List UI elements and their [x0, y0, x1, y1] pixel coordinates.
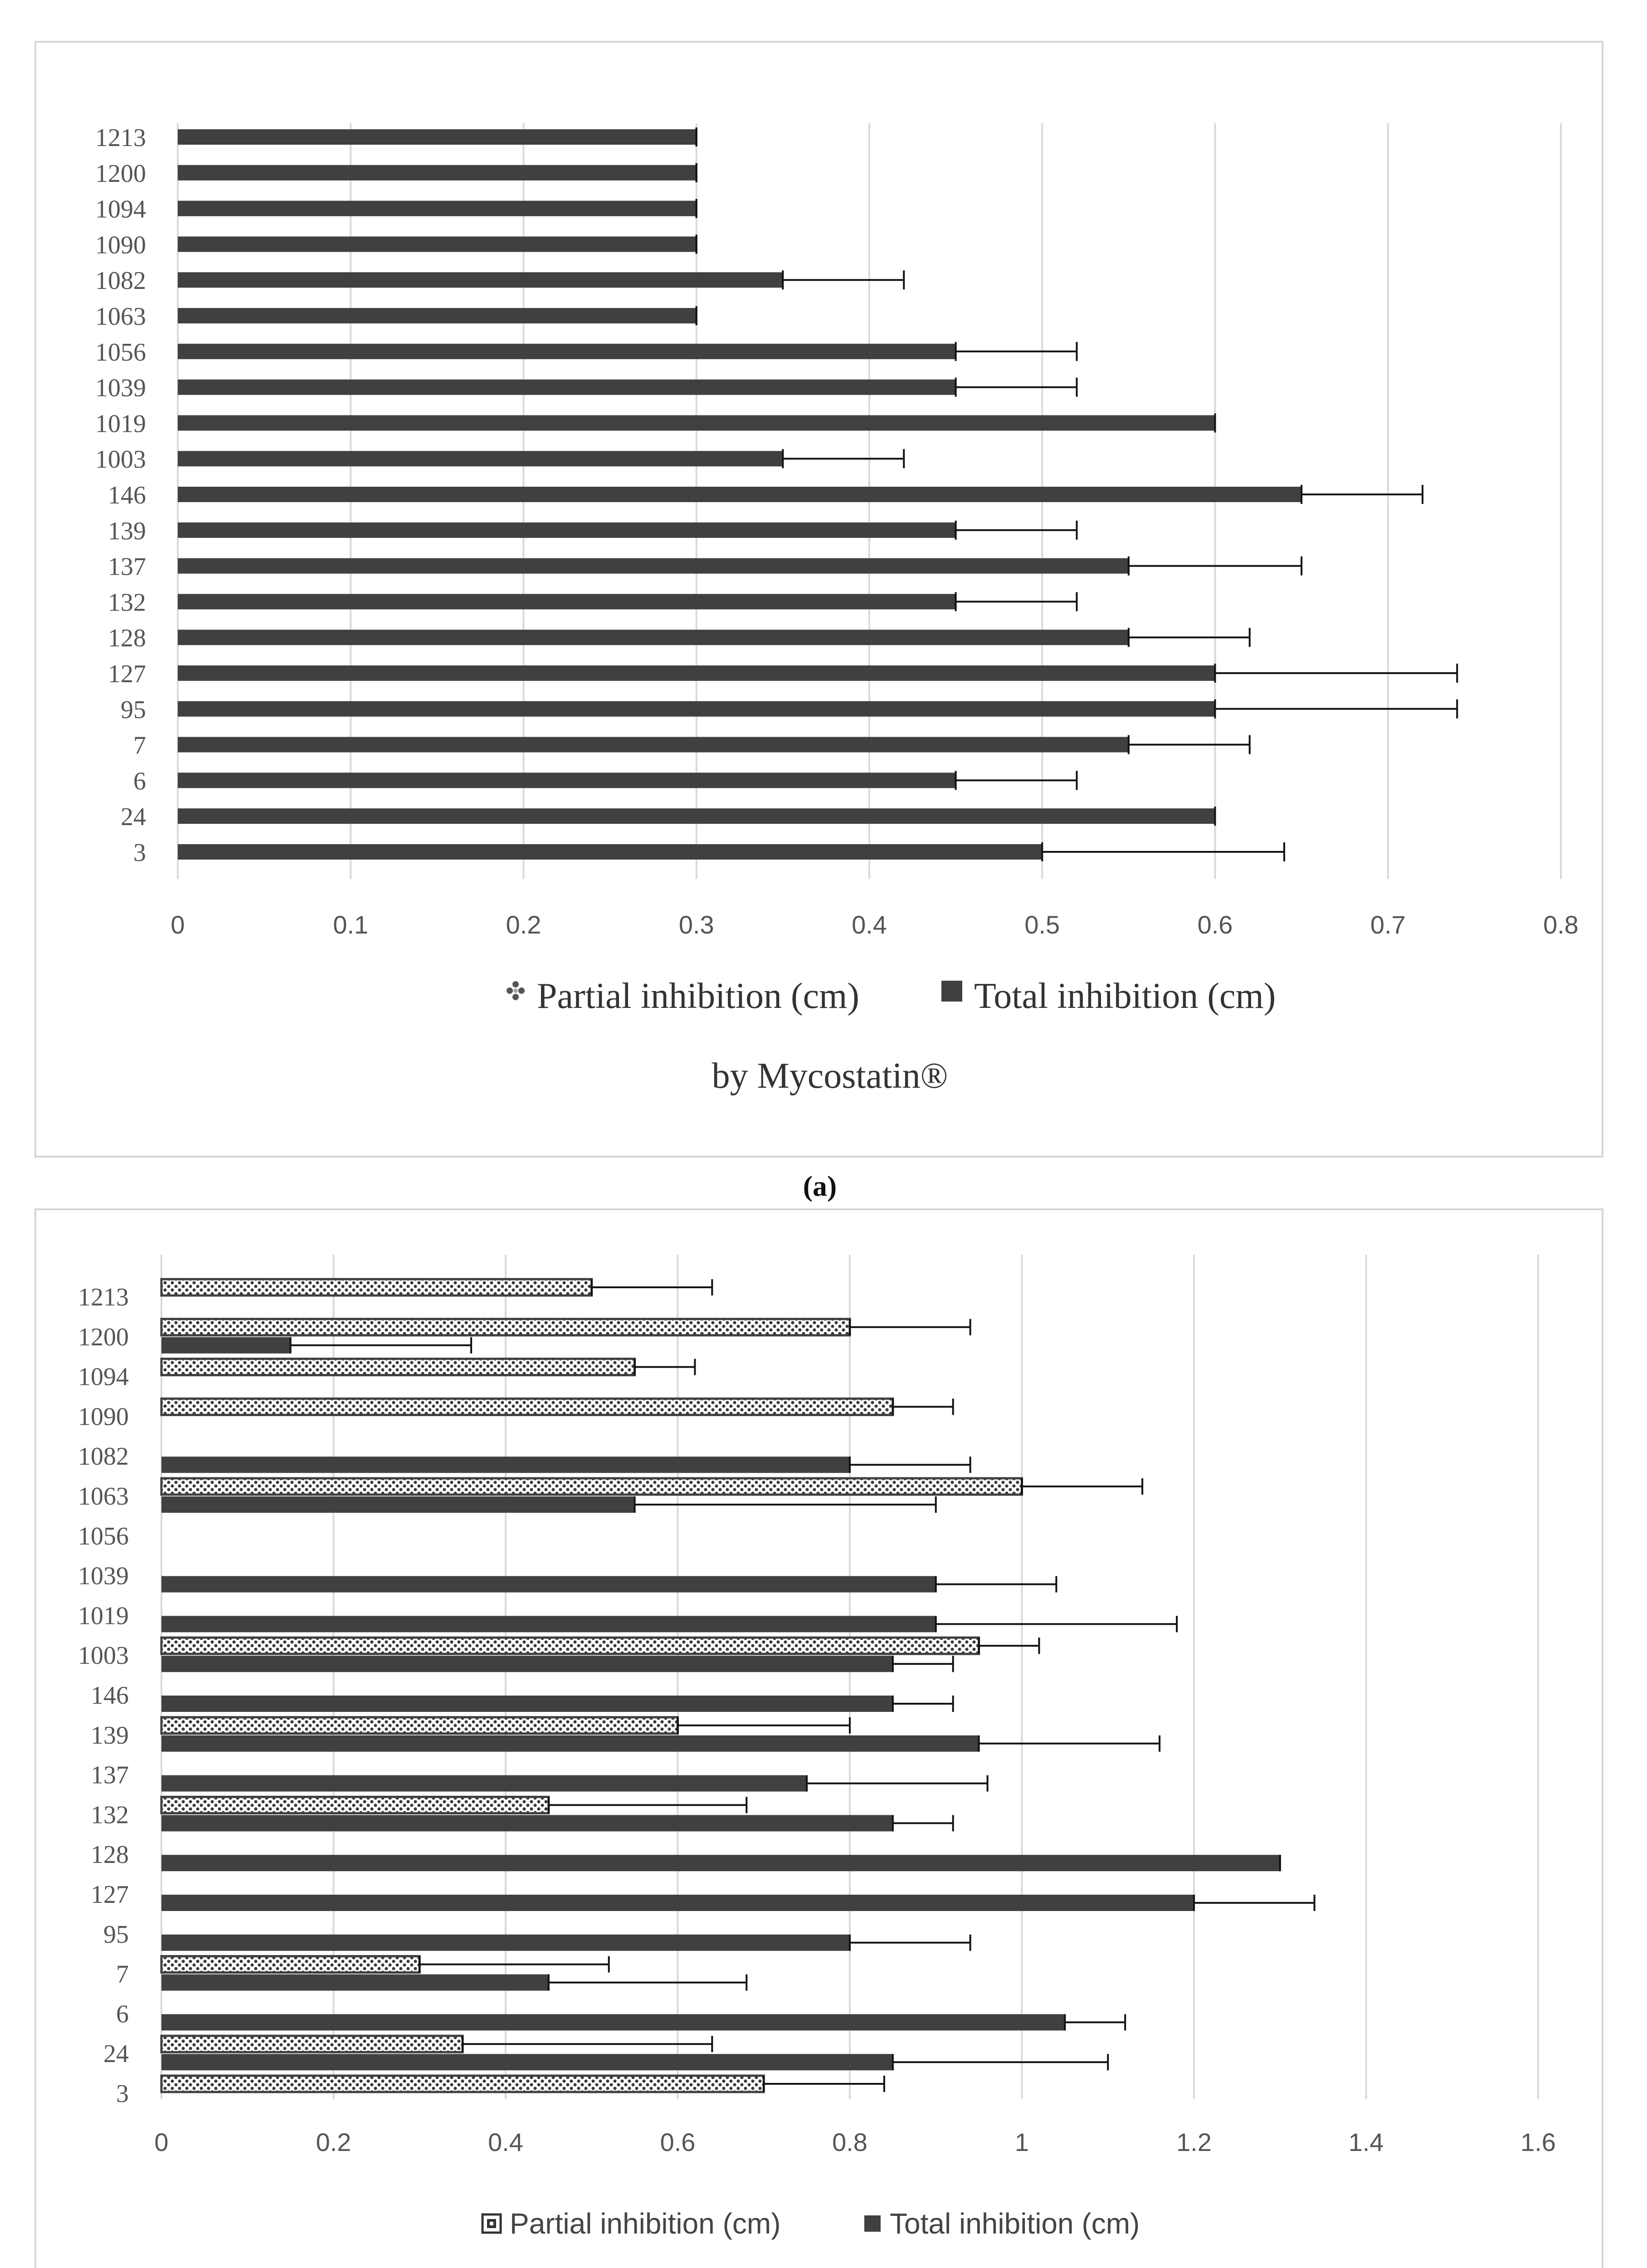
error-bar-total-132: [956, 592, 1077, 611]
y-tick-label: 128: [91, 1841, 129, 1869]
x-tick-label: 1.6: [1520, 2128, 1556, 2156]
x-tick-label: 0: [171, 910, 185, 939]
panel-label-a: (a): [803, 1170, 837, 1202]
bar-total-127: [178, 665, 1215, 681]
error-bar-total-146: [893, 1696, 953, 1712]
x-tick-label: 0.6: [660, 2128, 696, 2156]
bar-total-1213: [178, 129, 697, 145]
y-tick-label: 1082: [78, 1442, 129, 1471]
x-axis-labels-b: [154, 2128, 1556, 2156]
error-bar-total-1003: [783, 449, 904, 468]
x-tick-label: 0.1: [333, 910, 369, 939]
x-tick-label: 1: [1014, 2128, 1029, 2156]
legend-label-partial-a: Partial inhibition (cm): [537, 976, 859, 1016]
error-bar-total-139: [979, 1735, 1160, 1752]
y-tick-label: 7: [116, 1960, 129, 1989]
y-tick-label: 132: [108, 588, 146, 617]
bar-total-1200: [161, 1337, 291, 1354]
bar-total-128: [178, 630, 1129, 645]
y-tick-label: 1003: [78, 1642, 129, 1670]
y-tick-label: 1039: [95, 374, 146, 402]
error-bar-partial-1200: [850, 1319, 970, 1335]
y-tick-label: 95: [103, 1920, 129, 1949]
error-bar-total-146: [1301, 485, 1423, 504]
error-bar-total-1039: [936, 1576, 1057, 1593]
x-tick-label: 0.8: [832, 2128, 867, 2156]
y-tick-label: 1094: [78, 1363, 129, 1391]
legend-swatch-total-b: [864, 2215, 881, 2232]
y-tick-label: 1213: [95, 124, 146, 152]
bar-total-1063: [161, 1496, 635, 1513]
y-tick-label: 7: [133, 731, 146, 760]
error-bar-total-1003: [893, 1656, 953, 1672]
error-bar-partial-1003: [979, 1637, 1039, 1654]
error-bar-total-1063: [635, 1496, 936, 1513]
y-tick-label: 3: [133, 839, 146, 867]
bar-partial-1063: [161, 1478, 1022, 1495]
y-tick-label: 1090: [95, 231, 146, 259]
bar-total-6: [161, 2014, 1065, 2030]
bar-total-127: [161, 1895, 1194, 1911]
bar-total-1090: [178, 236, 697, 252]
bar-partial-1090: [161, 1398, 893, 1415]
chart-panel-b: [35, 1209, 1603, 2268]
error-bar-partial-3: [764, 2076, 884, 2092]
bar-total-1200: [178, 165, 697, 181]
y-tick-label: 132: [91, 1801, 129, 1829]
y-tick-label: 6: [133, 767, 146, 796]
error-bar-total-137: [807, 1775, 987, 1792]
bar-total-1003: [178, 451, 783, 466]
error-bar-partial-7: [419, 1956, 609, 1973]
y-tick-label: 1019: [78, 1602, 129, 1630]
error-bar-total-139: [956, 521, 1077, 540]
error-bar-total-95: [850, 1935, 970, 1951]
bar-partial-7: [161, 1956, 419, 1973]
error-bar-partial-1094: [635, 1359, 695, 1375]
legend-label-partial-b: Partial inhibition (cm): [510, 2207, 781, 2240]
bar-total-1039: [178, 380, 956, 395]
bar-total-24: [178, 808, 1215, 824]
bar-partial-1213: [161, 1279, 592, 1295]
bar-total-1082: [178, 272, 783, 288]
y-tick-label: 1063: [95, 303, 146, 331]
y-tick-label: 1056: [95, 338, 146, 367]
bar-total-1003: [161, 1656, 893, 1672]
error-bar-total-1200: [291, 1337, 471, 1354]
x-tick-label: 0.8: [1543, 910, 1579, 939]
x-tick-label: 0.4: [488, 2128, 523, 2156]
x-tick-label: 0.4: [852, 910, 887, 939]
bar-total-1019: [161, 1616, 936, 1632]
y-tick-label: 24: [103, 2040, 129, 2068]
x-tick-label: 1.2: [1176, 2128, 1212, 2156]
y-tick-label: 1039: [78, 1562, 129, 1590]
bar-total-7: [161, 1975, 549, 1991]
bar-total-132: [161, 1815, 893, 1831]
bar-total-139: [178, 523, 956, 538]
bar-total-1039: [161, 1576, 936, 1593]
error-bar-total-1056: [956, 342, 1077, 361]
y-tick-label: 1082: [95, 267, 146, 295]
legend-swatch-partial-b: [482, 2214, 501, 2233]
error-bar-total-6: [1065, 2014, 1125, 2030]
bar-total-1063: [178, 308, 697, 323]
legend-swatch-total-a: [941, 981, 962, 1002]
bars-a: [178, 127, 1457, 861]
error-bar-partial-1213: [592, 1279, 712, 1295]
error-bar-total-1082: [783, 270, 904, 289]
y-tick-label: 3: [116, 2080, 129, 2108]
legend-a: [507, 976, 1276, 1016]
y-tick-label: 127: [91, 1881, 129, 1909]
bar-total-146: [178, 487, 1301, 502]
bar-partial-1003: [161, 1637, 979, 1654]
y-tick-label: 1063: [78, 1482, 129, 1510]
bar-total-1082: [161, 1457, 850, 1473]
bar-total-137: [178, 558, 1129, 574]
y-tick-label: 1213: [78, 1283, 129, 1311]
bar-partial-3: [161, 2076, 764, 2092]
x-tick-label: 0: [154, 2128, 169, 2156]
error-bar-total-127: [1194, 1895, 1315, 1911]
bar-partial-1094: [161, 1359, 635, 1375]
bar-total-146: [161, 1696, 893, 1712]
error-bar-total-1039: [956, 378, 1077, 397]
error-bar-total-24: [893, 2054, 1108, 2070]
legend-label-total-b: Total inhibition (cm): [890, 2207, 1140, 2240]
error-bar-partial-24: [463, 2036, 712, 2052]
legend-swatch-partial-a: [507, 981, 525, 1000]
x-tick-label: 0.2: [316, 2128, 351, 2156]
bar-total-6: [178, 772, 956, 788]
y-axis-labels-a: [95, 124, 146, 867]
bar-total-7: [178, 737, 1129, 753]
legend-label-total-a: Total inhibition (cm): [974, 976, 1276, 1016]
y-tick-label: 1090: [78, 1403, 129, 1431]
bar-total-132: [178, 594, 956, 609]
y-tick-label: 1200: [78, 1323, 129, 1351]
y-tick-label: 146: [91, 1681, 129, 1710]
y-tick-label: 128: [108, 624, 146, 653]
bar-total-95: [161, 1935, 850, 1951]
error-bar-total-1019: [936, 1616, 1177, 1632]
y-tick-label: 137: [91, 1761, 129, 1789]
error-bar-total-128: [1129, 628, 1250, 647]
error-bar-total-3: [1042, 842, 1284, 861]
y-tick-label: 1019: [95, 410, 146, 438]
error-bar-total-7: [549, 1975, 746, 1991]
bar-total-3: [178, 844, 1042, 860]
error-bar-total-95: [1215, 699, 1457, 719]
y-tick-label: 146: [108, 481, 146, 509]
bar-total-24: [161, 2054, 893, 2070]
y-tick-label: 127: [108, 660, 146, 688]
x-tick-label: 0.6: [1197, 910, 1233, 939]
y-axis-labels-b: [78, 1283, 129, 2108]
bar-total-1019: [178, 415, 1215, 430]
bar-partial-139: [161, 1717, 678, 1734]
y-tick-label: 1056: [78, 1522, 129, 1550]
error-bar-total-132: [893, 1815, 953, 1831]
chart-caption-a: by Mycostatin®: [711, 1056, 948, 1096]
x-tick-label: 0.7: [1370, 910, 1406, 939]
chart-panel-a: [35, 42, 1603, 1157]
y-tick-label: 1003: [95, 445, 146, 474]
x-tick-label: 0.2: [506, 910, 541, 939]
y-tick-label: 139: [91, 1721, 129, 1750]
x-tick-label: 0.5: [1024, 910, 1060, 939]
y-tick-label: 6: [116, 2000, 129, 2028]
error-bar-partial-132: [549, 1797, 746, 1813]
bar-total-128: [161, 1855, 1280, 1871]
y-tick-label: 1200: [95, 159, 146, 188]
error-bar-partial-139: [678, 1717, 850, 1734]
y-tick-label: 137: [108, 552, 146, 581]
x-tick-label: 0.3: [678, 910, 714, 939]
error-bar-total-6: [956, 771, 1077, 790]
bar-total-1056: [178, 344, 956, 359]
error-bar-partial-1063: [1022, 1478, 1143, 1495]
y-tick-label: 1094: [95, 195, 146, 224]
y-tick-label: 24: [121, 803, 146, 831]
bar-partial-132: [161, 1797, 549, 1813]
y-tick-label: 139: [108, 517, 146, 545]
error-bar-total-7: [1129, 735, 1250, 754]
bar-total-137: [161, 1775, 807, 1792]
bar-total-95: [178, 701, 1215, 717]
bar-total-139: [161, 1735, 979, 1752]
x-axis-labels-a: [171, 910, 1579, 939]
bar-partial-1200: [161, 1319, 850, 1335]
bar-partial-24: [161, 2036, 463, 2052]
error-bar-total-127: [1215, 664, 1457, 683]
y-tick-label: 95: [121, 695, 146, 724]
error-bar-partial-1090: [893, 1398, 953, 1415]
legend-b: [482, 2207, 1140, 2240]
x-tick-label: 1.4: [1348, 2128, 1384, 2156]
error-bar-total-1082: [850, 1457, 970, 1473]
bar-total-1094: [178, 201, 697, 216]
